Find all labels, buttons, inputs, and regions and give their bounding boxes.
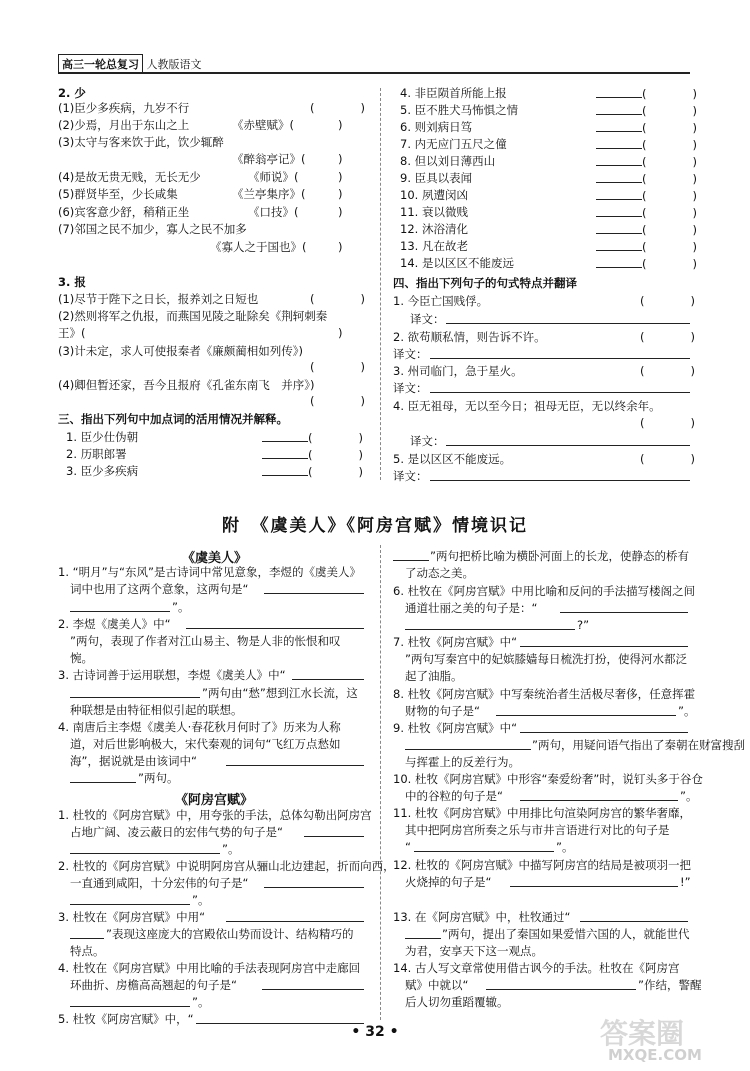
q3-item: (4)卿但暂还家，吾今且报府《孔雀东南飞 并序》)	[58, 378, 315, 392]
ef-line: 6. 杜牧在《阿房宫赋》中用比喻和反问的手法描写楼阁之间	[393, 584, 696, 598]
q2-source: 《口技》(	[248, 205, 299, 219]
q3-item: (1)尽节于陛下之日长，报养刘之日短也	[58, 292, 259, 306]
blank	[520, 635, 688, 651]
blank	[405, 738, 531, 754]
edition-label: 人教版语文	[146, 58, 202, 71]
ef-line: ”。	[192, 995, 210, 1009]
answer-slot: ( )	[596, 222, 697, 238]
ef-line: ”。	[556, 840, 574, 854]
blank	[560, 601, 688, 617]
q2-item: (7)邻国之民不加少，寡人之民不加多	[58, 222, 247, 236]
blank	[226, 754, 364, 770]
sec4-item: 1. 今臣亡国贱俘。	[393, 294, 489, 308]
word-item: 8. 但以刘日薄西山	[400, 154, 496, 168]
ef-line: ?”	[577, 618, 590, 632]
word-item: 10. 夙遭闵凶	[400, 188, 468, 202]
ym-line: 1. “明月”与“东风”是古诗词中常见意象，李煜的《虞美人》	[58, 565, 361, 579]
blank	[292, 668, 364, 684]
ef-line: ”两句写秦宫中的妃嫔膝嫱每日梳洗打扮，使得河水都泛	[405, 652, 687, 666]
ef-line: 11. 杜牧《阿房宫赋》中用排比句渲染阿房宫的繁华奢靡，	[393, 806, 691, 820]
book-title: 高三一轮总复习	[58, 54, 143, 74]
answer-slot: ( )	[596, 86, 697, 102]
ef-line: 通道壮丽之美的句子是：“	[405, 601, 538, 615]
ym-line: ”两句，表现了作者对江山易主、物是人非的怅恨和叹	[70, 634, 341, 648]
blank	[70, 686, 200, 702]
q3-item: 王》(	[58, 326, 86, 340]
word-item: 7. 内无应门五尺之僮	[400, 137, 507, 151]
ef-line: “	[405, 840, 411, 854]
blank	[264, 876, 364, 892]
ym-line: 种联想是由特征相似引起的联想。	[70, 703, 243, 717]
paren-close: )	[338, 205, 343, 219]
word-item: 12. 沐浴清化	[400, 222, 468, 236]
blank	[186, 617, 364, 633]
word-item: 6. 则刘病日笃	[400, 120, 473, 134]
ef-line: 13. 在《阿房宫赋》中，杜牧通过“	[393, 910, 571, 924]
word-item: 13. 凡在故老	[400, 239, 468, 253]
ef-line: 环曲折、房檐高高翘起的句子是“	[70, 978, 237, 992]
ym-line: 2. 李煜《虞美人》中“	[58, 617, 171, 631]
blank	[70, 893, 190, 909]
q2-source: 《赤壁赋》(	[232, 118, 294, 132]
blank	[70, 771, 136, 787]
blank	[486, 978, 636, 994]
answer-slot: ( )	[596, 256, 697, 272]
ef-line: 10. 杜牧《阿房宫赋》中形容“秦爱纷奢”时，说钉头多于谷仓	[393, 772, 703, 786]
ef-line: 9. 杜牧《阿房宫赋》中“	[393, 721, 518, 735]
blank	[70, 842, 220, 858]
ef-line: 与挥霍上的反差行为。	[405, 755, 520, 769]
ym-line: ”。	[172, 600, 190, 614]
translation-label: 译文：	[393, 381, 428, 395]
paren-close: )	[338, 170, 343, 184]
ef-line: ”。	[678, 704, 696, 718]
blank	[262, 978, 364, 994]
word-item: 4. 非臣陨首所能上报	[400, 86, 507, 100]
blank	[520, 721, 688, 737]
sec4-item: 3. 州司临门，急于星火。	[393, 364, 523, 378]
translation-blank	[446, 312, 690, 328]
paren: ( )	[640, 294, 695, 308]
paren: ( )	[310, 292, 365, 306]
column-divider-top	[380, 88, 381, 480]
translation-label: 译文：	[410, 434, 445, 448]
ef-line: 2. 杜牧的《阿房宫赋》中说明阿房宫从骊山北边建起，折而向西，	[58, 859, 395, 873]
q3-item: (2)然则将军之仇报，而燕国见陵之耻除矣《荆轲刺秦	[58, 309, 328, 323]
q3-title: 3. 报	[58, 275, 86, 289]
ef-line: ”表现这座庞大的宫殿依山势而设计、结构精巧的	[106, 927, 354, 941]
blank	[70, 600, 170, 616]
answer-slot: ( )	[262, 464, 363, 480]
blank	[496, 704, 676, 720]
q2-source: 《兰亭集序》(	[232, 187, 306, 201]
appendix-title: 附 《虞美人》《阿房宫赋》情境识记	[222, 516, 528, 536]
paren: ( )	[310, 101, 365, 115]
sec3-item: 3. 臣少多疾病	[66, 464, 139, 478]
header-rule	[58, 72, 690, 74]
word-item: 11. 衰以微贱	[400, 205, 468, 219]
paren: ( )	[310, 360, 365, 374]
blank	[304, 825, 364, 841]
page-number: • 32 •	[351, 1024, 399, 1040]
ym-line: 3. 古诗词善于运用联想，李煜《虞美人》中“	[58, 668, 286, 682]
ef-line: 了动态之美。	[405, 566, 474, 580]
ef-line: 为君，安享天下这一观点。	[405, 944, 543, 958]
answer-slot: ( )	[596, 103, 697, 119]
blank	[226, 910, 364, 926]
ef-line: 7. 杜牧《阿房宫赋》中“	[393, 635, 518, 649]
ef-line: 其中把阿房宫所奏之乐与市井言语进行对比的句子是	[405, 823, 670, 837]
ef-line: ”。	[192, 893, 210, 907]
sec3-title: 三、指出下列句中加点词的活用情况并解释。	[58, 412, 288, 426]
q2-source: 《醉翁亭记》(	[232, 152, 306, 166]
answer-slot: ( )	[596, 188, 697, 204]
ef-line: 占地广阔、凌云蔽日的宏伟气势的句子是“	[70, 825, 283, 839]
answer-slot: ( )	[262, 430, 363, 446]
sec3-item: 2. 历职郎署	[66, 447, 127, 461]
paren-close: )	[338, 326, 343, 340]
ef-line: 火烧掉的句子是“	[405, 875, 492, 889]
ym-line: 惋。	[70, 651, 93, 665]
ym-line: 4. 南唐后主李煜《虞美人·春花秋月何时了》历来为人称	[58, 720, 341, 734]
ym-line: ”两句。	[138, 771, 179, 785]
translation-label: 译文：	[410, 312, 445, 326]
ef-line: 中的谷粒的句子是“	[405, 789, 503, 803]
word-item: 14. 是以区区不能废远	[400, 256, 514, 270]
ef-line: !”	[680, 875, 691, 889]
paren-close: )	[338, 240, 343, 254]
answer-slot: ( )	[596, 120, 697, 136]
q2-item: (3)太守与客来饮于此，饮少辄醉	[58, 135, 224, 149]
translation-blank	[446, 434, 690, 450]
ym-line: ”两句由“愁”想到江水长流，这	[202, 686, 358, 700]
ef-line: 14. 古人写文章常使用借古讽今的手法。杜牧在《阿房宫	[393, 961, 680, 975]
blank	[510, 875, 678, 891]
blank	[520, 789, 678, 805]
paren: ( )	[640, 452, 695, 466]
sec3-item: 1. 臣少仕伪朝	[66, 430, 139, 444]
translation-blank	[430, 347, 690, 363]
paren: ( )	[640, 416, 695, 430]
column-divider-bottom	[380, 545, 381, 1020]
ef-line: 特点。	[70, 944, 105, 958]
answer-slot: ( )	[596, 137, 697, 153]
sec4-item: 5. 是以区区不能废远。	[393, 452, 512, 466]
ef-line: ”两句，用疑问语气指出了秦朝在财富搜刮	[532, 738, 745, 752]
sec4-item: 4. 臣无祖母，无以至今日；祖母无臣，无以终余年。	[393, 399, 661, 413]
efang-title: 《阿房宫赋》	[175, 793, 254, 808]
ef-line: ”两句，提出了秦国如果爱惜六国的人，就能世代	[442, 927, 690, 941]
sec4-item: 2. 欲苟顺私情，则告诉不许。	[393, 330, 546, 344]
translation-label: 译文：	[393, 469, 428, 483]
blank	[405, 618, 575, 634]
ef-line: 一直通到咸阳，十分宏伟的句子是“	[70, 876, 249, 890]
ym-line: 道，对后世影响极大，宋代秦观的词句“飞红万点愁如	[70, 737, 341, 751]
blank	[414, 840, 554, 856]
q2-item: (6)宾客意少舒，稍稍正坐	[58, 205, 190, 219]
word-item: 5. 臣不胜犬马怖惧之情	[400, 103, 519, 117]
ef-line: 3. 杜牧在《阿房宫赋》中用“	[58, 910, 206, 924]
watermark-logo: 答案圈	[600, 1017, 685, 1050]
q2-item: (4)是故无贵无贱，无长无少	[58, 170, 201, 184]
paren-close: )	[338, 118, 343, 132]
blank	[70, 927, 104, 943]
ef-line: 赋》中就以“	[405, 978, 469, 992]
translation-blank	[430, 381, 690, 397]
sec4-title: 四、指出下列句子的句式特点并翻译	[393, 276, 577, 290]
q3-item: (3)计未定，求人可使报秦者《廉颇蔺相如列传》)	[58, 344, 304, 358]
ef-line: ”作结，警醒	[638, 978, 702, 992]
q2-item: (2)少焉，月出于东山之上	[58, 118, 190, 132]
ef-line: 财物的句子是“	[405, 704, 480, 718]
paren: ( )	[640, 364, 695, 378]
answer-slot: ( )	[596, 171, 697, 187]
q2-item: (1)臣少多疾病，九岁不行	[58, 101, 190, 115]
blank	[580, 910, 688, 926]
answer-slot: ( )	[596, 239, 697, 255]
paren: ( )	[640, 330, 695, 344]
ef-line: ”。	[222, 842, 240, 856]
ef-line: 8. 杜牧《阿房宫赋》中写秦统治者生活极尽奢侈，任意挥霍	[393, 687, 696, 701]
q2-source: 《师说》(	[248, 170, 299, 184]
ym-line: 词中也用了这两个意象，这两句是“	[70, 582, 249, 596]
paren-close: )	[338, 152, 343, 166]
blank	[393, 549, 429, 565]
blank	[405, 927, 441, 943]
ef-line: 起了油脂。	[405, 669, 463, 683]
ef-line: 4. 杜牧在《阿房宫赋》中用比喻的手法表现阿房宫中走廊回	[58, 961, 361, 975]
translation-blank	[430, 469, 690, 485]
ef-line: 12. 杜牧的《阿房宫赋》中描写阿房宫的结局是被项羽一把	[393, 858, 691, 872]
translation-label: 译文：	[393, 347, 428, 361]
ym-line: 海”，据说就是由该词中“	[70, 754, 197, 768]
ef-line: 1. 杜牧的《阿房宫赋》中，用夸张的手法，总体勾勒出阿房宫	[58, 808, 372, 822]
ef-line: 后人切勿重蹈覆辙。	[405, 995, 509, 1009]
ef-line: ”两句把桥比喻为横卧河面上的长龙，使静态的桥有	[430, 549, 689, 563]
ef-line: ”。	[680, 789, 698, 803]
q2-source: 《寡人之于国也》(	[210, 240, 307, 254]
answer-slot: ( )	[596, 205, 697, 221]
word-item: 9. 臣具以表闻	[400, 171, 473, 185]
answer-slot: ( )	[262, 447, 363, 463]
yumeiren-title: 《虞美人》	[182, 551, 248, 566]
paren: ( )	[310, 394, 365, 408]
blank	[70, 995, 190, 1011]
q2-title: 2. 少	[58, 86, 86, 100]
blank	[264, 582, 364, 598]
q2-item: (5)群贤毕至，少长咸集	[58, 187, 178, 201]
paren-close: )	[338, 187, 343, 201]
watermark-url: MXQE.COM	[608, 1046, 702, 1064]
answer-slot: ( )	[596, 154, 697, 170]
page-header	[58, 54, 202, 74]
ef-line: 5. 杜牧《阿房宫赋》中，“	[58, 1012, 194, 1026]
